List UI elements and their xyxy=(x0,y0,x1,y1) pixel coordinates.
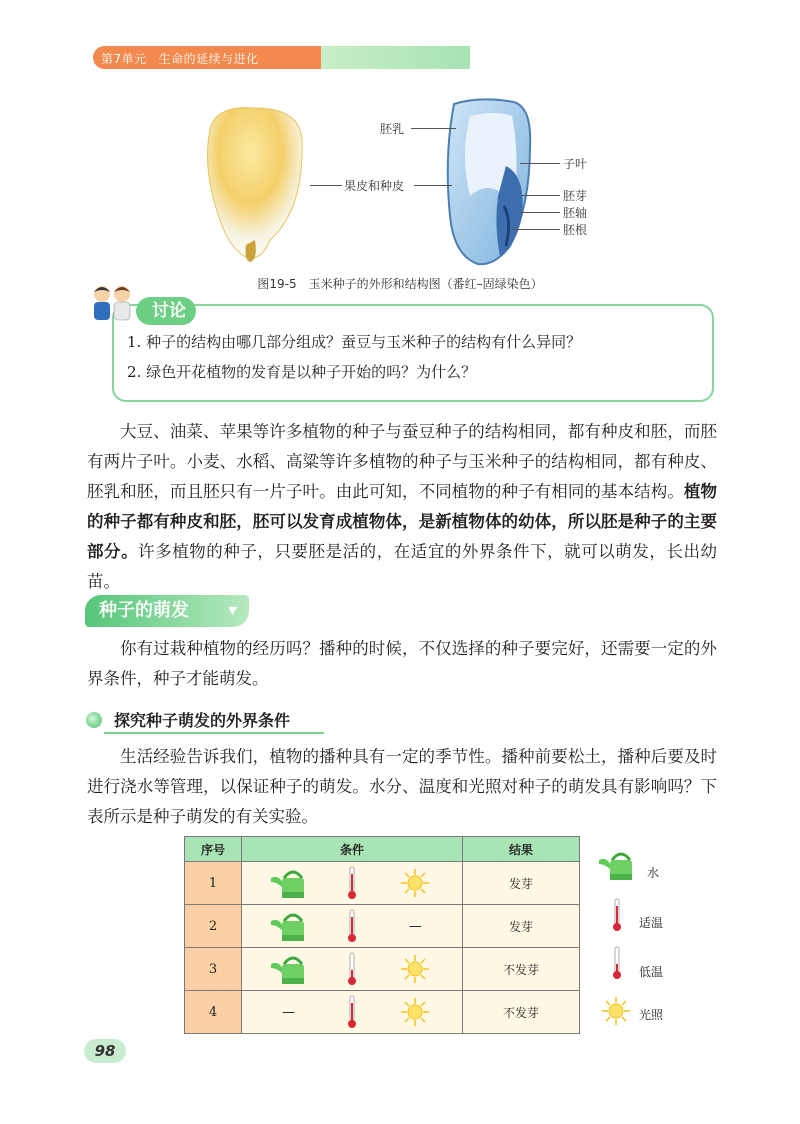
section-title: 种子的萌发 xyxy=(99,600,189,621)
leader-line xyxy=(414,185,452,186)
chevron-down-icon: ▼ xyxy=(228,604,237,617)
bullet-dot-icon xyxy=(86,712,102,728)
legend-watering-can-icon xyxy=(597,848,637,882)
legend-water-label: 水 xyxy=(647,866,660,880)
figure-caption: 图19-5 玉米种子的外形和结构图（番红–固绿染色） xyxy=(257,277,543,291)
table-row xyxy=(185,862,580,905)
paragraph-seed-structure xyxy=(87,417,717,597)
leader-line xyxy=(310,185,342,186)
legend-light-label: 光照 xyxy=(639,1008,664,1022)
discussion-question-2: 2. 绿色开花植物的发育是以种子开始的吗？为什么？ xyxy=(127,363,477,381)
paragraph-text: 大豆、油菜、苹果等许多植物的种子与蚕豆种子的结构相同，都有种皮和胚，而胚有两片子叶。小麦、水稻、高粱等许多植物的种子与玉米种子的结构相同，都有种皮、胚乳和胚，而且胚只有一片子叶。由此可知，不同植物的种子有相同的基本结构。 xyxy=(87,422,717,501)
table-row xyxy=(185,991,580,1034)
thermometer-cold-icon xyxy=(347,952,357,986)
subsection-underline xyxy=(104,732,324,734)
header-index: 序号 xyxy=(185,837,242,862)
unit-number: 第7单元 xyxy=(101,52,147,66)
row-result: 发芽 xyxy=(463,862,580,905)
row-index: 4 xyxy=(185,991,242,1034)
label-pericarp: 果皮和种皮 xyxy=(344,179,405,193)
section-heading xyxy=(85,595,249,627)
watering-can-icon xyxy=(269,909,309,943)
header-condition: 条件 xyxy=(242,837,463,862)
leader-line xyxy=(512,229,560,230)
discussion-title: 讨论 xyxy=(136,297,196,325)
sun-icon xyxy=(400,997,430,1027)
legend-cold-label: 低温 xyxy=(639,965,664,979)
leader-line xyxy=(520,163,560,164)
table-header-row xyxy=(185,837,580,862)
row-result: 发芽 xyxy=(463,905,580,948)
watering-can-icon xyxy=(269,866,309,900)
page-number: 98 xyxy=(84,1039,126,1063)
label-hypocotyl: 胚轴 xyxy=(563,206,588,220)
row-result: 不发芽 xyxy=(463,948,580,991)
table-row xyxy=(185,905,580,948)
unit-title: 生命的延续与进化 xyxy=(158,52,259,66)
label-radicle: 胚根 xyxy=(563,223,588,237)
row-conditions xyxy=(242,905,463,948)
subsection-title: 探究种子萌发的外界条件 xyxy=(114,711,291,730)
row-result: 不发芽 xyxy=(463,991,580,1034)
row-index: 3 xyxy=(185,948,242,991)
discussion-question-1: 1. 种子的结构由哪几部分组成？蚕豆与玉米种子的结构有什么异同？ xyxy=(127,333,582,351)
label-endosperm: 胚乳 xyxy=(380,122,405,136)
row-index: 2 xyxy=(185,905,242,948)
legend-sun-icon xyxy=(601,996,631,1026)
sun-icon xyxy=(400,868,430,898)
thermometer-warm-icon xyxy=(347,866,357,900)
paragraph-text: 许多植物的种子，只要胚是活的，在适宜的外界条件下，就可以萌发，长出幼苗。 xyxy=(87,542,717,591)
legend-thermometer-warm-icon xyxy=(612,898,622,932)
paragraph-bold-text: 植物的种子都有种皮和胚，胚可以发育成植物体，是新植物体的幼体，所以胚是种子的主要部分。 xyxy=(87,482,718,561)
discussion-kids-icon xyxy=(88,282,138,326)
corn-kernel-photo xyxy=(200,100,310,265)
legend-thermometer-cold-icon xyxy=(612,946,622,980)
header-result: 结果 xyxy=(463,837,580,862)
germination-table xyxy=(184,836,580,1034)
label-cotyledon: 子叶 xyxy=(563,157,588,171)
leader-line xyxy=(520,212,560,213)
row-conditions xyxy=(242,991,463,1034)
row-index: 1 xyxy=(185,862,242,905)
discussion-box xyxy=(112,304,714,402)
leader-line xyxy=(411,128,456,129)
corn-kernel-section-photo xyxy=(440,96,540,268)
row-conditions xyxy=(242,862,463,905)
sun-icon xyxy=(400,954,430,984)
row-conditions xyxy=(242,948,463,991)
watering-can-icon xyxy=(269,952,309,986)
paragraph-experiment-intro: 生活经验告诉我们，植物的播种具有一定的季节性。播种前要松土，播种后要及时进行浇水等管理，以保证种子的萌发。水分、温度和光照对种子的萌发具有影响吗？下表所示是种子萌发的有关实验。 xyxy=(87,747,717,826)
no-light-dash: — xyxy=(408,918,422,934)
legend-warm-label: 适温 xyxy=(639,916,664,930)
no-water-dash: — xyxy=(282,1004,296,1020)
label-plumule: 胚芽 xyxy=(563,189,588,203)
leader-line xyxy=(522,195,560,196)
paragraph-germination-intro: 你有过栽种植物的经历吗？播种的时候，不仅选择的种子要完好，还需要一定的外界条件，种子才能萌发。 xyxy=(87,639,717,688)
thermometer-warm-icon xyxy=(347,995,357,1029)
table-row xyxy=(185,948,580,991)
unit-header-banner xyxy=(93,46,470,69)
thermometer-warm-icon xyxy=(347,909,357,943)
